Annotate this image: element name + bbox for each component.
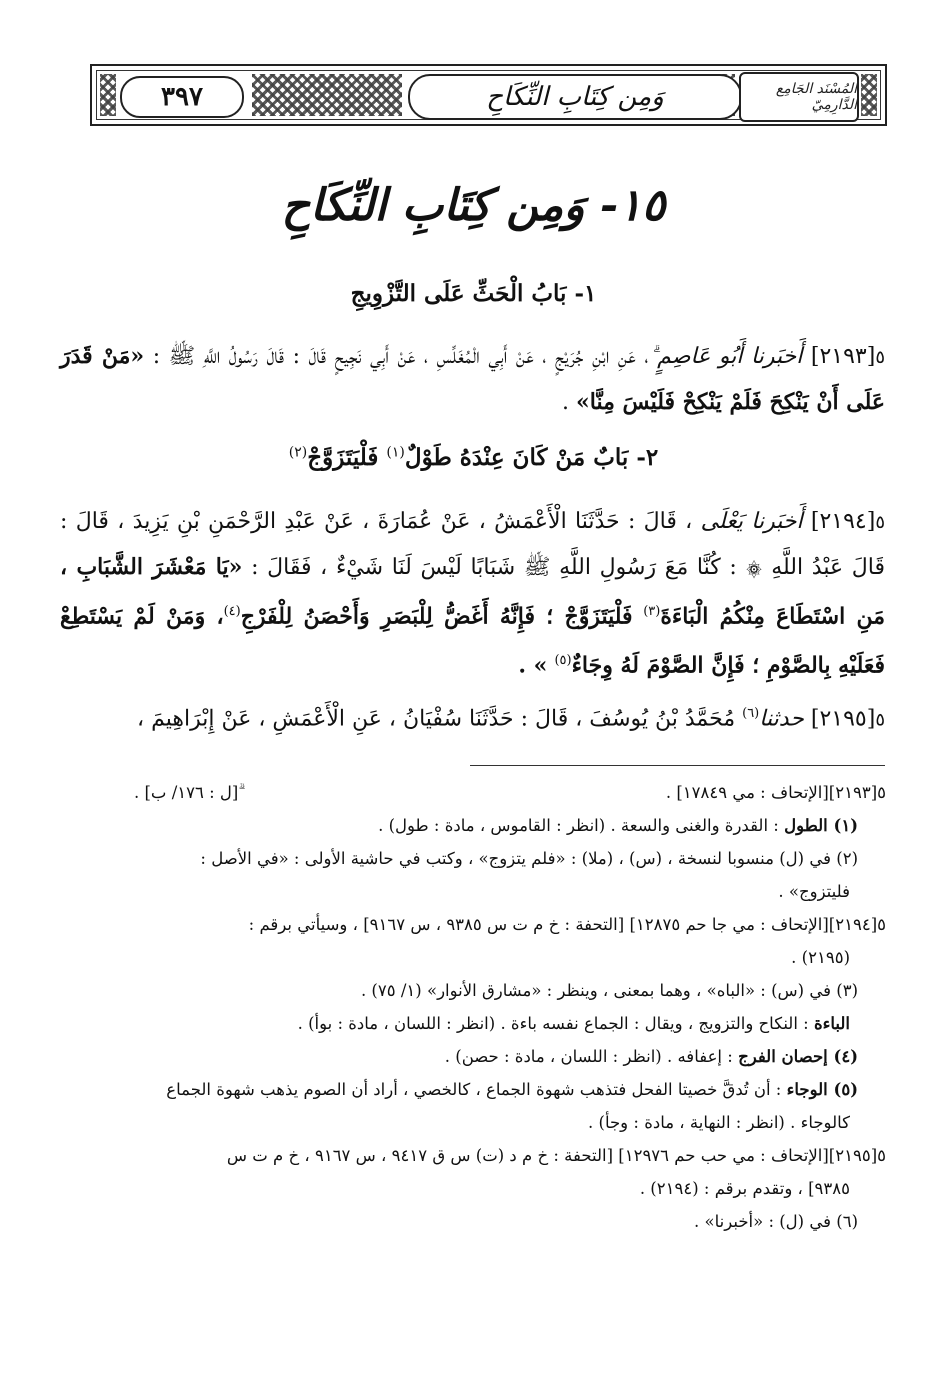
chapter-2-tail: فَلْيَتَزَوَّجْ [307,444,379,471]
header-pattern-center-left [252,74,402,116]
footnote-ref-3: (٣) [643,604,661,619]
footnote-2-cont: فليتزوج» . [778,882,850,901]
hadith-2194 [60,500,885,689]
chapter-heading-1: ١- بَابُ الْحَثِّ عَلَى التَّزْوِيجِ [350,280,597,307]
hadith-narrator: حدثنا [759,706,804,732]
footnote-1 [74,809,886,842]
footnote-2194-cont: (٢١٩٥) . [791,948,850,967]
footnote-ref-6: (٦) [742,706,760,721]
hadith-2195 [60,692,885,742]
hadith-lead: قَالَ رَسُولُ اللَّهِ ﷺ : [152,344,285,369]
footnote-2194: ٥[٢١٩٤][الإتحاف : مي جا حم ١٢٨٧٥] [التحفة : خ م ت س ٩٣٨٥ ، س ٩١٦٧] ، وسيأتي برقم : [248,915,886,934]
hadith-narrator: أَخبَرنا أَبُو عَاصِمٍ [657,344,803,369]
footnote-ref-2: (٢) [288,444,308,461]
page-number: ٣٩٧ [120,76,244,118]
hadith-end: . [562,390,569,415]
footnote-5-label: (٥) الوجاء [786,1080,858,1099]
book-title: ١٥- وَمِن كِتَابِ النِّكَاحِ [281,180,666,231]
hadith-marker: ٥ [875,512,886,533]
footnote-3b-text: : النكاح والتزويج ، ويقال : الجماع نفسه باءة . (انظر : اللسان ، مادة : بوأ) . [297,1014,809,1033]
hadith-isnad: مُحَمَّدُ بْنُ يُوسُفَ ، قَالَ : حَدَّثَنَا سُفْيَانُ ، عَنِ الْأَعْمَشِ ، عَنْ إِبْرَاهِيمَ ، [137,706,736,732]
header-pattern-left [100,74,116,116]
book-seal-logo: المُسْنَد الجَامِع الدَّارِمِيّ [739,72,859,122]
hadith-number: [٢١٩٤] [810,509,876,534]
chapter-2-text: ٢- بَابٌ مَنْ كَانَ عِنْدَهُ طَوْلٌ [404,444,659,471]
footnote-2: (٢) في (ل) منسوبا لنسخة ، (س) ، (ملا) : «فلم يتزوج» ، وكتب في حاشية الأولى : «في الأصل : [200,849,858,868]
hadith-isnad: ، قَالَ : حَدَّثَنَا الْأَعْمَشُ ، عَنْ عُمَارَةَ ، عَنْ عَبْدِ الرَّحْمَنِ بْنِ يَزِيدَ ، [117,509,693,534]
footnote-3: (٣) في (س) : «الباه» ، وهما بمعنى ، وينظر : «مشارق الأنوار» (١/ ٧٥) . [360,981,858,1000]
footnote-ref-1: (١) [386,444,405,461]
footnote-5-cont: كالوجاء . (انظر : النهاية ، مادة : وجأ) . [588,1113,850,1132]
footnote-5-text: : أن تُدقَّ خصيتا الفحل فتذهب شهوة الجماع ، كالخصي ، أراد أن الصوم يذهب شهوة الجماع [166,1080,782,1099]
hadith-narrator: أَخبَرنا يَعْلَى [700,509,803,534]
hadith-quote: «مَنْ قَدَرَ عَلَى أَنْ يَنْكِحَ فَلَمْ يَنْكِحْ فَلَيْسَ مِنَّا» [60,343,885,415]
footnote-3b [74,1007,886,1040]
footnote-ref-5: (٥) [554,653,572,669]
footnote-2195-cont: ٩٣٨٥] ، وتقدم برقم : (٢١٩٤) . [639,1179,850,1198]
hadith-number: [٢١٩٣] [810,344,876,369]
footnote-4-text: : إعفافه . (انظر : اللسان ، مادة : حصن) . [444,1047,733,1066]
footnote-3b-label: الباءة [813,1014,850,1033]
footnote-1-text: : القدرة والغنى والسعة . (انظر : القاموس ، مادة : طول) . [378,816,779,835]
footnote-ref-4: (٤) [223,604,241,619]
footnote-2193 [74,776,886,809]
running-title: وَمِن كِتَابِ النِّكَاحِ [408,74,742,120]
hadith-number: [٢١٩٥] [810,706,876,732]
footnote-4 [74,1040,886,1073]
footnote-6: (٦) في (ل) : «أخبرنا» . [694,1212,858,1231]
hadith-2193 [60,334,885,425]
hadith-marker: ٥ [875,709,885,731]
footnote-1-label: (١) الطول [784,816,858,835]
hadith-isnad: ، عَنِ ابْنِ جُرَيْجٍ ، عَنْ أَبِي الْمُغَلِّسِ ، عَنْ أَبِي نَجِيحٍ قَالَ : [292,344,649,369]
hadith-quote-end: » . [518,652,548,679]
hadith-quote-part1: «يَا مَعْشَرَ الشَّبَابِ ، مَنِ اسْتَطَاعَ مِنْكُمُ الْبَاءَةَ [60,554,886,630]
page-header [90,64,887,126]
footnote-2193-ref: ۗ[ل : ١٧٦/ ب] . [134,783,239,802]
footnotes [74,776,886,1238]
hadith-marker: ٥ [875,347,885,368]
footnote-4-label: (٤) إحصان الفرج [738,1047,858,1066]
footnote-5 [74,1073,886,1106]
footnote-2195: ٥[٢١٩٥][الإتحاف : مي حب حم ١٢٩٧٦] [التحفة : خ م د (ت) س ق ٩٤١٧ ، س ٩١٦٧ ، خ م ت س [226,1146,886,1165]
hadith-quote-part3: ، وَمَنْ لَمْ يَسْتَطِعْ فَعَلَيْهِ بِالصَّوْمِ ؛ فَإِنَّ الصَّوْمَ لَهُ وِجَاءٌ [60,603,885,679]
header-pattern-right [861,74,877,116]
footnote-2193-ithaf: ٥[٢١٩٣][الإتحاف : مي ١٧٨٤٩] . [665,783,886,802]
footnote-separator [470,765,885,766]
chapter-heading-2 [60,444,887,471]
hadith-quote-part2: فَلْيَتَزَوَّجْ ؛ فَإِنَّهُ أَغَضُّ لِلْبَصَرِ وَأَحْصَنُ لِلْفَرْجِ [240,603,633,630]
hadith-lead: قَالَ : قَالَ عَبْدُ اللَّهِ ۞ : كُنَّا مَعَ رَسُولِ اللَّهِ ﷺ شَبَابًا لَيْسَ لَنَا شَيْءٌ ، فَقَالَ : [60,509,885,580]
